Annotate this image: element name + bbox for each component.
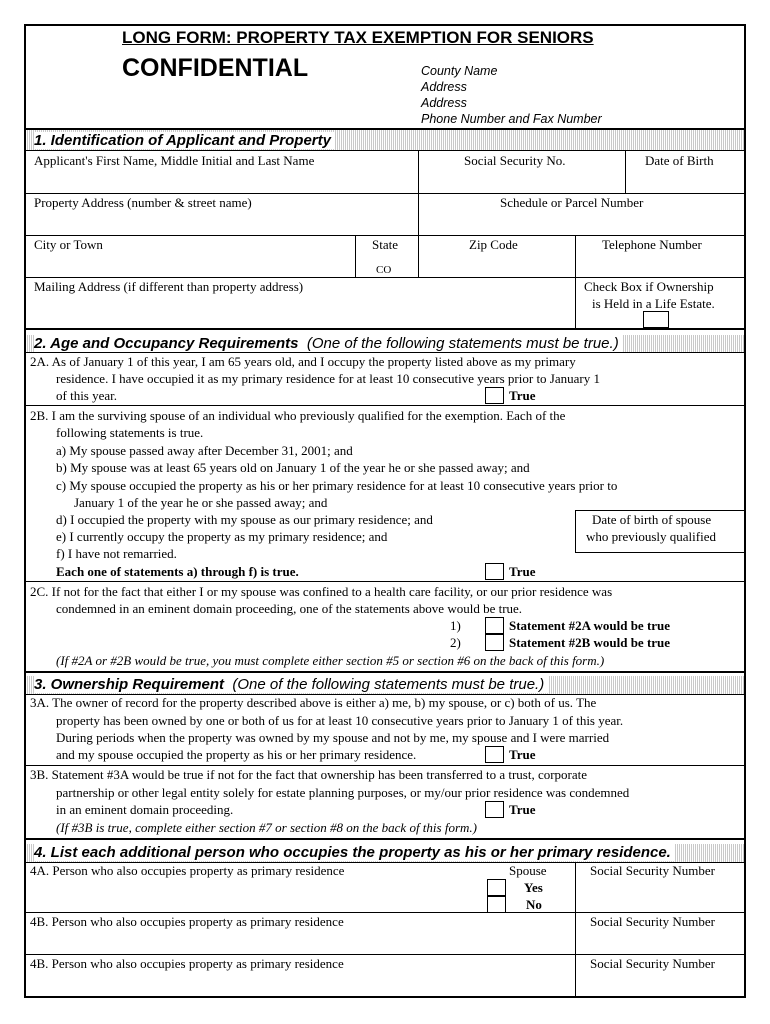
stmt-2b-f: f) I have not remarried. [56,546,177,561]
section-1-title: 1. Identification of Applicant and Property [34,132,335,149]
section-divider [26,328,744,330]
stmt-2b-line1: 2B. I am the surviving spouse of an individual who previously qualified for the exemption. Each of the [30,408,566,423]
stmt-2b-checkbox[interactable] [485,563,504,580]
spouse-label: Spouse [509,863,547,878]
zip-label: Zip Code [469,237,518,252]
stmt-2c-opt2-checkbox[interactable] [485,634,504,651]
telephone-label: Telephone Number [602,237,702,252]
rule [575,235,576,328]
stmt-3b-note: (If #3B is true, complete either section #7 or section #8 on the back of this form.) [56,820,477,835]
state-label: State [372,237,398,252]
stmt-2c-note: (If #2A or #2B would be true, you must complete either section #5 or section #6 on the back of this form.) [56,653,605,668]
stmt-2a-true: True [509,388,536,403]
life-estate-checkbox[interactable] [643,311,669,328]
stmt-3b-line1: 3B. Statement #3A would be true if not for the fact that ownership has been transferred to a trust, corporate [30,767,588,782]
life-estate-label-2: is Held in a Life Estate. [592,296,715,311]
applicant-name-label: Applicant's First Name, Middle Initial and Last Name [34,153,315,168]
section-3-header [26,676,744,694]
ssn-label: Social Security No. [464,153,566,168]
rule [26,405,744,406]
stmt-2a-checkbox[interactable] [485,387,504,404]
stmt-2b-a: a) My spouse passed away after December 31, 2001; and [56,443,353,458]
spouse-dob-label-1: Date of birth of spouse [592,512,712,527]
stmt-2a-line3: of this year. [56,388,118,403]
section-4-header [26,844,744,862]
stmt-2b-e: e) I currently occupy the property as my primary residence; and [56,529,388,544]
stmt-2b-b: b) My spouse was at least 65 years old on January 1 of the year he or she passed away; and [56,460,530,475]
section-3-note: (One of the following statements must be true.) [232,676,545,693]
stmt-3b-checkbox[interactable] [485,801,504,818]
stmt-3b-line2: partnership or other legal entity solely for estate planning purposes, or my/our prior residence was condemned [56,785,630,800]
stmt-2b-true: True [509,564,536,579]
stmt-2b-line2: following statements is true. [56,425,204,440]
rule [26,581,744,582]
stmt-3a-line3: During periods when the property was owned by my spouse and not by me, my spouse and I were married [56,730,610,745]
rule [575,552,744,553]
stmt-3a-line2: property has been owned by one or both of us for at least 10 consecutive years prior to January 1 of this year. [56,713,624,728]
stmt-3b-true: True [509,802,536,817]
stmt-2b-c2: January 1 of the year he or she passed away; and [74,495,328,510]
stmt-2c-opt2: Statement #2B would be true [509,635,671,650]
stmt-2c-line2: condemned in an eminent domain proceeding, one of the statements above would be true. [56,601,523,616]
section-divider [26,838,744,840]
rule [625,150,626,193]
life-estate-label-1: Check Box if Ownership [584,279,714,294]
schedule-label: Schedule or Parcel Number [500,195,644,210]
ssn-4b-label: Social Security Number [590,914,715,929]
confidential-label: CONFIDENTIAL [122,54,309,82]
county-phone-fax: Phone Number and Fax Number [421,112,602,126]
property-address-label: Property Address (number & street name) [34,195,252,210]
stmt-2b-d: d) I occupied the property with my spouse as our primary residence; and [56,512,433,527]
section-2-note: (One of the following statements must be true.) [306,335,619,352]
section-2-title: 2. Age and Occupancy Requirements [34,335,299,352]
stmt-2a-line1: 2A. As of January 1 of this year, I am 65 years old, and I occupy the property listed above as my primary [30,354,576,369]
section-1-header [26,130,744,150]
spouse-dob-label-2: who previously qualified [586,529,716,544]
city-label: City or Town [34,237,103,252]
stmt-3b-line3: in an eminent domain proceeding. [56,802,234,817]
county-address-2: Address [421,96,467,110]
stmt-3a-true: True [509,747,536,762]
person-4a-label: 4A. Person who also occupies property as primary residence [30,863,345,878]
section-divider [26,671,744,673]
spouse-yes-label: Yes [524,880,543,895]
stmt-2c-num2: 2) [450,635,461,650]
ssn-4a-label: Social Security Number [590,863,715,878]
stmt-2b-each: Each one of statements a) through f) is true. [56,564,299,579]
rule [26,150,744,151]
person-4c-label: 4B. Person who also occupies property as primary residence [30,956,344,971]
rule [575,862,576,997]
rule [418,193,419,235]
stmt-3a-line4: and my spouse occupied the property as his or her primary residence. [56,747,417,762]
section-2-header [26,335,744,352]
spouse-no-label: No [526,897,542,912]
stmt-2b-c1: c) My spouse occupied the property as his or her primary residence for at least 10 consecutive years prior to [56,478,618,493]
section-4-title: 4. List each additional person who occupies the property as his or her primary residence. [34,844,675,861]
county-name: County Name [421,64,498,78]
stmt-3a-line1: 3A. The owner of record for the property described above is either a) me, b) my spouse, or c) both of us. The [30,695,597,710]
stmt-2c-opt1-checkbox[interactable] [485,617,504,634]
stmt-2c-line1: 2C. If not for the fact that either I or my spouse was confined to a health care facility, or our prior residence was [30,584,613,599]
stmt-2a-line2: residence. I have occupied it as my primary residence for at least 10 consecutive years prior to January 1 [56,371,600,386]
spouse-yes-checkbox[interactable] [487,879,506,896]
rule [355,235,356,277]
ssn-4c-label: Social Security Number [590,956,715,971]
spouse-no-checkbox[interactable] [487,896,506,913]
rule [575,510,576,552]
rule [418,235,419,277]
form-title: LONG FORM: PROPERTY TAX EXEMPTION FOR SENIORS [122,28,594,47]
state-value: CO [376,264,392,276]
person-4b-label: 4B. Person who also occupies property as primary residence [30,914,344,929]
dob-label: Date of Birth [645,153,714,168]
county-address-1: Address [421,80,467,94]
mailing-address-label: Mailing Address (if different than property address) [34,279,304,294]
stmt-2c-opt1: Statement #2A would be true [509,618,671,633]
stmt-2c-num1: 1) [450,618,461,633]
rule [418,150,419,193]
section-3-title: 3. Ownership Requirement [34,676,225,693]
stmt-3a-checkbox[interactable] [485,746,504,763]
